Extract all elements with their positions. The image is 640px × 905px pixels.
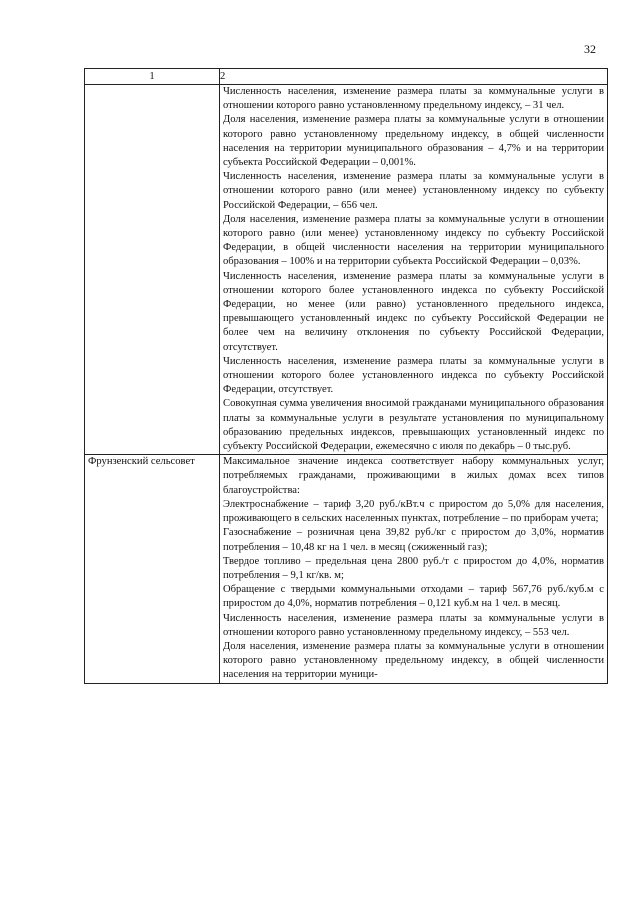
header-col-1: 1	[85, 69, 220, 85]
document-table	[84, 68, 605, 684]
paragraph: Численность населения, изменение размера платы за коммунальные услуги в отношении которого более установленного индекса по субъекту Российской Федерации, отсутствует.	[223, 355, 604, 396]
table-row	[85, 455, 608, 683]
paragraph: Твердое топливо – предельная цена 2800 руб./т с приростом до 4,0%, норматив потребления – 9,1 кг/кв. м;	[223, 555, 604, 581]
paragraph: Численность населения, изменение размера платы за коммунальные услуги в отношении которого равно (или менее) установленному индексу по субъекту Российской Федерации, – 656 чел.	[223, 171, 604, 211]
paragraph: Численность населения, изменение размера платы за коммунальные услуги в отношении которого равно установленному предельному индексу, – 553 чел.	[223, 612, 604, 638]
paragraph: Численность населения, изменение размера платы за коммунальные услуги в отношении которого более установленного индекса по субъекту Российской Федерации, но менее (или равно) установленного предельного индекса, превышающего установленный индекс по субъекту Российской Федерации не более чем на величину отклонения по субъекту Российской Федерации, отсутствует.	[223, 270, 604, 353]
row-content	[220, 455, 608, 683]
page-number: 32	[584, 42, 596, 56]
row-content	[220, 85, 608, 455]
paragraph: Доля населения, изменение размера платы за коммунальные услуги в отношении которого равно установленному предельному индексу, в общей численности населения на территории муниципального образования – 4,7% и на территории субъекта Российской Федерации – 0,001%.	[223, 114, 604, 169]
paragraph: Максимальное значение индекса соответствует набору коммунальных услуг, потребляемых гражданами, проживающими в жилых домах всех типов благоустройства:	[223, 456, 604, 496]
row-label: Фрунзенский сельсовет	[85, 455, 220, 683]
paragraph: Обращение с твердыми коммунальными отходами – тариф 567,76 руб./куб.м с приростом до 4,0%, норматив потребления – 0,121 куб.м на 1 чел. в месяц.	[223, 584, 604, 610]
paragraph: Доля населения, изменение размера платы за коммунальные услуги в отношении которого равно установленному предельному индексу, в общей численности населения на территории муници-	[223, 640, 604, 681]
paragraph: Доля населения, изменение размера платы за коммунальные услуги в отношении которого равно (или менее) установленному индексу по субъекту Российской Федерации, в общей численности населения на территории муниципального образования – 100% и на территории субъекта Российской Федерации – 0,03%.	[223, 213, 604, 268]
header-col-2: 2	[220, 69, 608, 85]
row-label	[85, 85, 220, 455]
paragraph: Численность населения, изменение размера платы за коммунальные услуги в отношении которого равно установленному предельному индексу, – 31 чел.	[223, 86, 604, 112]
paragraph: Газоснабжение – розничная цена 39,82 руб./кг с приростом до 3,0%, норматив потребления – 10,48 кг на 1 чел. в месяц (сжиженный газ);	[223, 527, 604, 553]
table-row	[85, 85, 608, 455]
paragraph: Совокупная сумма увеличения вносимой гражданами муниципального образования платы за коммунальные услуги в результате установления по муниципальному образованию предельных индексов, превышающих установленный индекс по субъекту Российской Федерации, ежемесячно с июля по декабрь – 0 тыс.руб.	[223, 398, 604, 453]
table-header-row	[85, 69, 608, 85]
paragraph: Электроснабжение – тариф 3,20 руб./кВт.ч с приростом до 5,0% для населения, проживающего в сельских населенных пунктах, потребление – по приборам учета;	[223, 498, 604, 525]
data-table	[84, 68, 608, 684]
